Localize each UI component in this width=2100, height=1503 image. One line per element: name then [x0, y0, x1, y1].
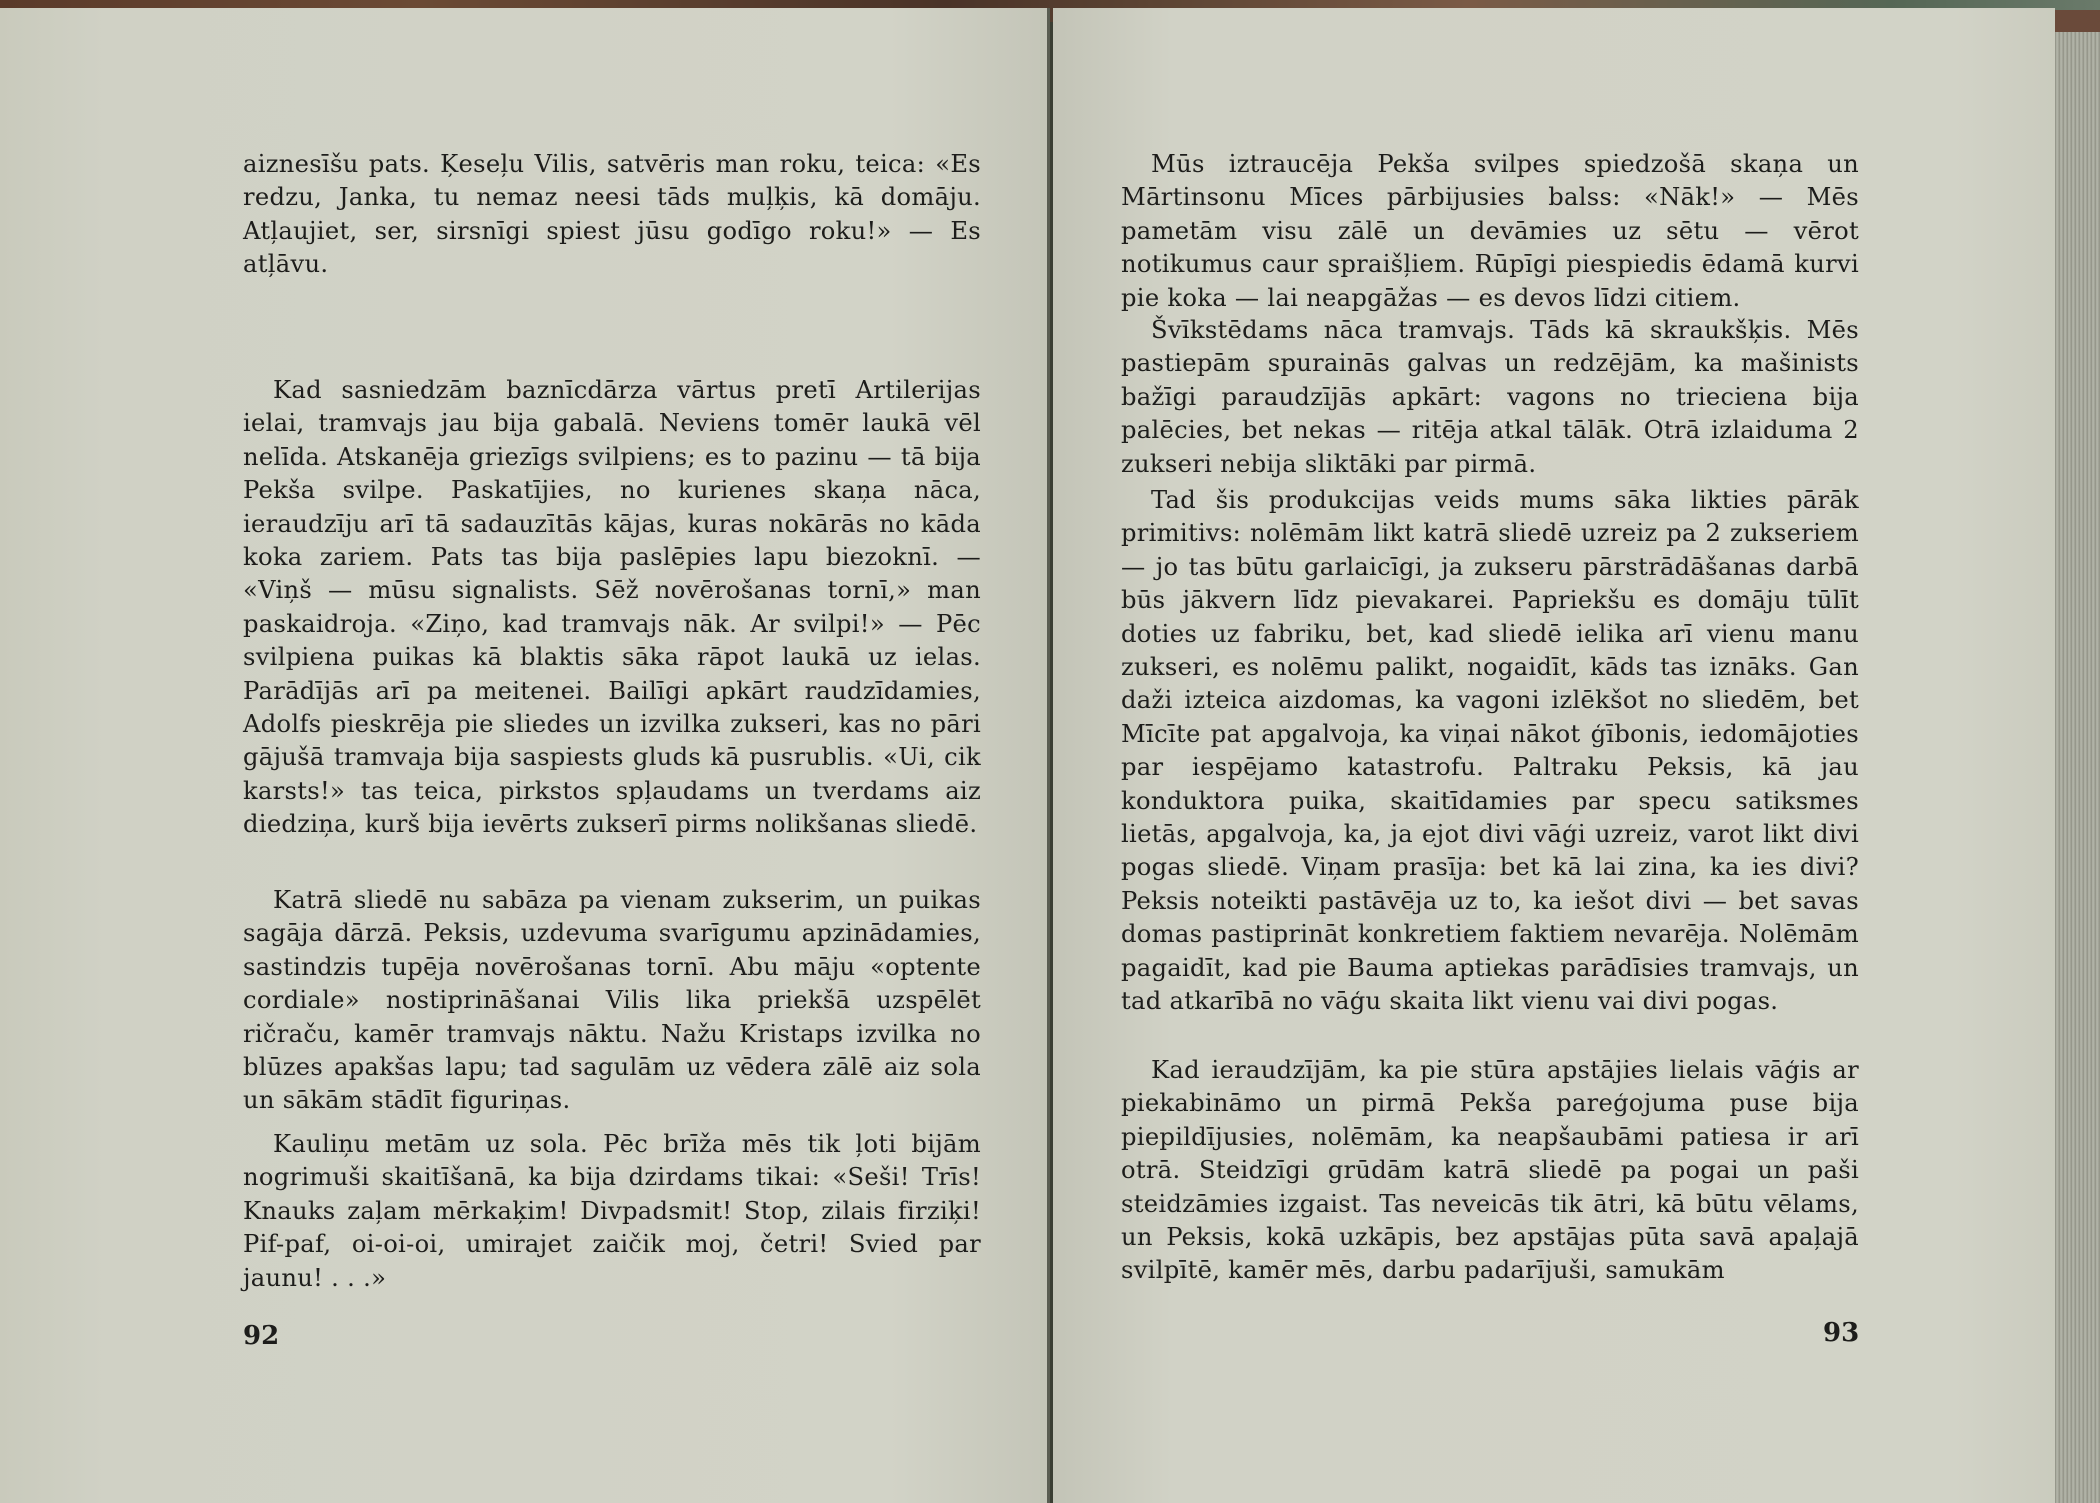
paragraph: Kad ieraudzījām, ka pie stūra apstājies lielais vāģis ar piekabināmo un pirmā Pekša pareģojuma puse bija piepildījusies, nolēmām, ka neapšaubāmi patiesa ir arī otrā. Steidzīgi grūdām katrā sliedē pa pogai un paši steidzāmies izgaist. Tas neveicās tik ātri, kā būtu vēlams, un Peksis, kokā uzkāpis, bez apstājas pūta savā apaļajā svilpītē, kamēr mēs, darbu padarījuši, samukām — [1121, 1056, 1859, 1285]
left-page — [0, 8, 1050, 1503]
right-text-p1 — [1121, 148, 1859, 315]
paragraph: Kad sasniedzām baznīcdārza vārtus pretī Artilerijas ielai, tramvajs jau bija gabalā. Neviens tomēr laukā vēl nelīda. Atskanēja griezīgs svilpiens; es to pazinu — tā bija Pekša svilpe. Paskatījies, no kurienes skaņa nāca, ieraudzīju arī tā sadauzītās kājas, kuras nokārās no kāda koka zariem. Pats tas bija paslēpies lapu biezoknī. — «Viņš — mūsu signalists. Sēž novērošanas tornī,» man paskaidroja. «Ziņo, kad tramvajs nāk. Ar svilpi!» — Pēc svilpiena puikas kā blaktis sāka rāpot laukā uz ielas. Parādījās arī pa meitenei. Bailīgi apkārt raudzīdamies, Adolfs pieskrēja pie sliedes un izvilka zukseri, kas no pāri gājušā tramvaja bija saspiests gluds kā pusrublis. «Ui, cik karsts!» tas teica, pirkstos spļaudams un tverdams aiz diedziņa, kurš bija ievērts zukserī pirms nolikšanas sliedē. — [243, 376, 981, 839]
right-text-p3 — [1121, 484, 1859, 1019]
paragraph: Tad šis produkcijas veids mums sāka likties pārāk primitivs: nolēmām likt katrā sliedē uzreiz pa 2 zukseriem — jo tas būtu garlaicīgi, ja zukseru pārstrādāšanas darbā būs jākvern līdz pievakarei. Papriekšu es domāju tūlīt doties uz fabriku, bet, kad sliedē ielika arī vienu manu zukseri, es nolēmu palikt, nogaidīt, kāds tas iznāks. Gan daži izteica aizdomas, ka vagoni izlēkšot no sliedēm, bet Mīcīte pat apgalvoja, ka viņai nākot ģībonis, iedomājoties par iespējamo katastrofu. Paltraku Peksis, kā jau konduktora puika, skaitīdamies par specu satiksmes lietās, apgalvoja, ka, ja ejot divi vāģi uzreiz, varot likt divi pogas sliedē. Viņam prasīja: bet kā lai zina, ka ies divi? Peksis noteikti pastāvēja uz to, ka iešot divi — bet savas domas pastiprināt konkretiem faktiem nevarēja. Nolēmām pagaidīt, kad pie Bauma aptiekas parādīsies tramvajs, un tad atkarībā no vāģu skaita likt vienu vai divi pogas. — [1121, 486, 1859, 1016]
paragraph: Kauliņu metām uz sola. Pēc brīža mēs tik ļoti bijām nogrimuši skaitīšanā, ka bija dzirdams tikai: «Seši! Trīs! Knauks zaļam mērkaķim! Divpadsmit! Stop, zilais firziķi! Pif-paf, oi-oi-oi, umirajet zaičik moj, četri! Svied par jaunu! . . .» — [243, 1130, 981, 1292]
left-text-p3 — [243, 884, 981, 1118]
right-page — [1053, 8, 2055, 1503]
page-stack-edge — [2055, 10, 2100, 1503]
page-number-right: 93 — [1823, 1318, 1860, 1348]
edge-band — [2055, 10, 2100, 32]
left-text-p2 — [243, 374, 981, 842]
page-number-left: 92 — [243, 1321, 280, 1351]
paragraph: Švīkstēdams nāca tramvajs. Tāds kā skraukšķis. Mēs pastiepām spurainās galvas un redzējām, ka mašinists bažīgi paraudzījās apkārt: vagons no trieciena bija palēcies, bet nekas — ritēja atkal tālāk. Otrā izlaiduma 2 zukseri nebija sliktāki par pirmā. — [1121, 316, 1859, 478]
paragraph: Mūs iztraucēja Pekša svilpes spiedzošā skaņa un Mārtinsonu Mīces pārbijusies balss: «Nāk!» — Mēs pametām visu zālē un devāmies uz sētu — vērot notikumus caur spraišļiem. Rūpīgi piespiedis ēdamā kurvi pie koka — lai neapgāžas — es devos līdzi citiem. — [1121, 150, 1859, 312]
right-text-p2 — [1121, 314, 1859, 481]
right-text-p4 — [1121, 1054, 1859, 1288]
left-text-p4 — [243, 1128, 981, 1295]
paragraph: aiznesīšu pats. Ķeseļu Vilis, satvēris man roku, teica: «Es redzu, Janka, tu nemaz neesi tāds muļķis, kā domāju. Atļaujiet, ser, sirsnīgi spiest jūsu godīgo roku!» — Es atļāvu. — [243, 150, 981, 279]
paragraph: Katrā sliedē nu sabāza pa vienam zukserim, un puikas sagāja dārzā. Peksis, uzdevuma svarīgumu apzinādamies, sastindzis tupēja novērošanas tornī. Abu māju «optente cordiale» nostiprināšanai Vilis lika priekšā uzspēlēt ričraču, kamēr tramvajs nāktu. Nažu Kristaps izvilka no blūzes apakšas lapu; tad sagulām uz vēdera zālē aiz sola un sākām stādīt figuriņas. — [243, 886, 981, 1115]
left-text-p1 — [243, 148, 981, 282]
